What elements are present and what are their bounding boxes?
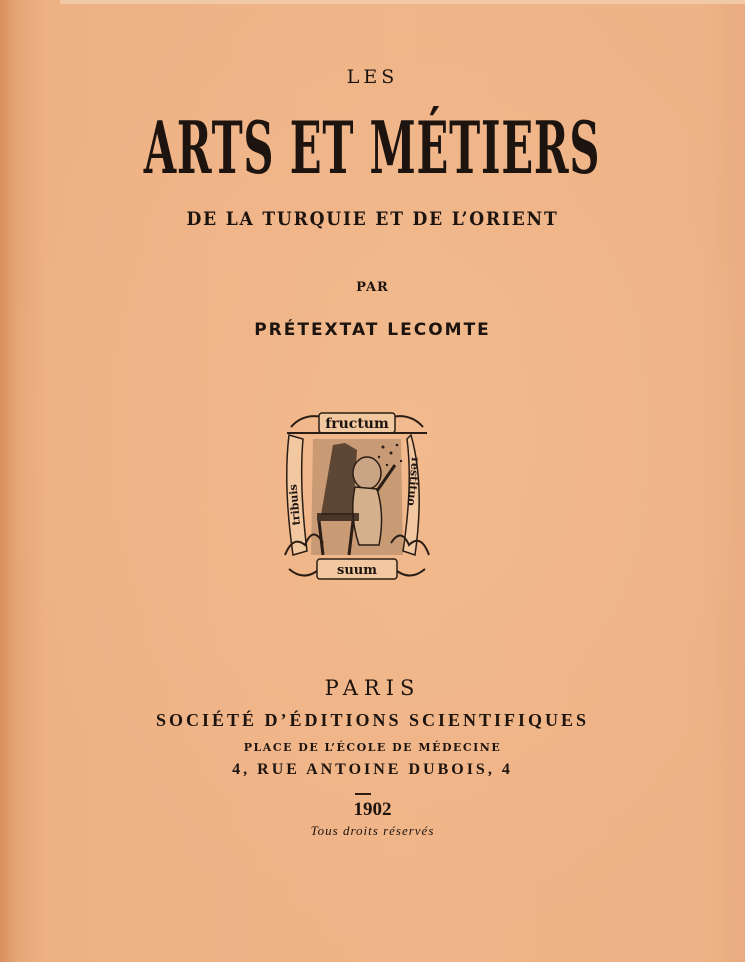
imprint-place: PLACE DE L’ÉCOLE DE MÉDECINE [243,741,502,754]
emblem-bottom-text: suum [337,563,377,578]
pre-title: LES [346,66,399,88]
page-top-edge [60,0,745,4]
emblem-right-text: restituo [404,456,422,507]
rights-notice: Tous droits réservés [310,823,435,838]
imprint-publisher: SOCIÉTÉ D’ÉDITIONS SCIENTIFIQUES [155,710,590,730]
printer-emblem-icon [283,405,431,585]
imprint-city: PARIS [324,676,421,700]
book-subtitle: DE LA TURQUIE ET DE L’ORIENT [186,208,559,230]
imprint-year: 1902 [353,799,392,820]
emblem-top-text: fructum [325,416,389,432]
imprint-street: 4, RUE ANTOINE DUBOIS, 4 [232,761,513,778]
divider-rule [355,793,371,795]
book-title: ARTS ET MÉTIERS [143,105,601,191]
by-label: PAR [356,280,389,295]
emblem-left-text: tribuis [286,483,303,526]
author-name: PRÉTEXTAT LECOMTE [254,320,491,340]
